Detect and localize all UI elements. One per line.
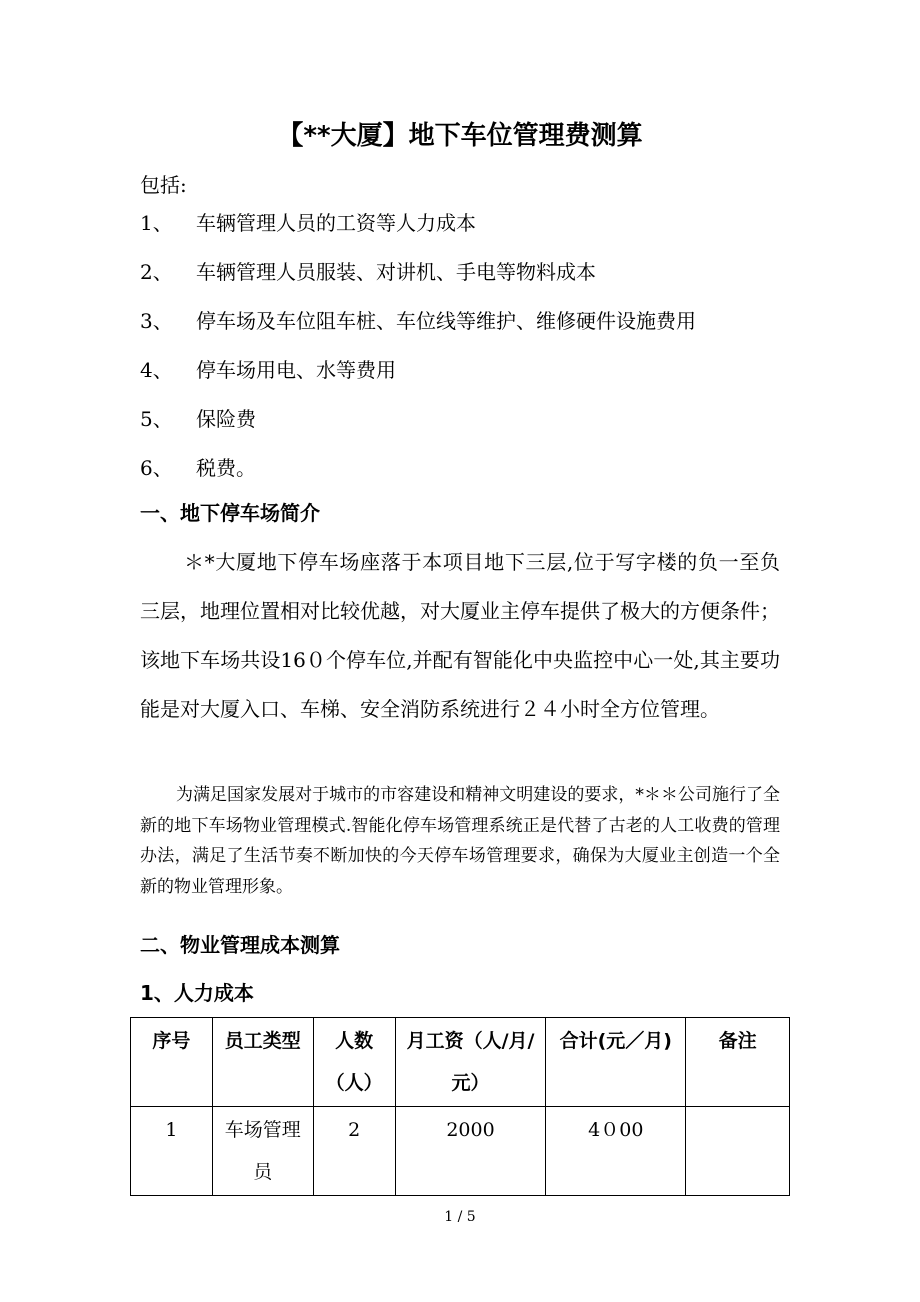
management-mode-paragraph: 为满足国家发展对于城市的市容建设和精神文明建设的要求，*＊＊公司施行了全新的地下车场物业管理模式.智能化停车场管理系统正是代替了古老的人工收费的管理办法，满足了生活节奏不断加快的今天停车场管理要求，确保为大厦业主创造一个全新的物业管理形象。 [140, 785, 780, 897]
list-item-number: 5、 [140, 407, 173, 431]
sub-heading-labor-cost: 1、人力成本 [140, 981, 254, 1005]
list-item-text: 停车场及车位阻车桩、车位线等维护、维修硬件设施费用 [196, 309, 696, 333]
list-item-number: 2、 [140, 260, 173, 284]
parking-intro-paragraph: ＊*大厦地下停车场座落于本项目地下三层,位于写字楼的负一至负三层，地理位置相对比较优越，对大厦业主停车提供了极大的方便条件；该地下车场共设16０个停车位,并配有智能化中央监控中心一处,其主要功能是对大厦入口、车梯、安全消防系统进行２４小时全方位管理。 [140, 550, 780, 721]
list-item [140, 404, 696, 453]
table-cell: 4０00 [546, 1107, 686, 1196]
table-cell: 车场管理员 [212, 1107, 313, 1196]
section-heading-parking-intro: 一、地下停车场简介 [140, 501, 320, 525]
table-cell: 1 [131, 1107, 213, 1196]
list-item-number: 6、 [140, 456, 173, 480]
list-item-text: 停车场用电、水等费用 [196, 358, 396, 382]
included-items-list [140, 208, 696, 502]
section-heading-cost-estimate: 二、物业管理成本测算 [140, 933, 340, 957]
table-header-row [131, 1018, 790, 1107]
table-cell [686, 1107, 790, 1196]
list-item [140, 453, 696, 502]
table-cell: 2000 [395, 1107, 546, 1196]
table-cell: 2 [313, 1107, 395, 1196]
list-item-text: 车辆管理人员服装、对讲机、手电等物料成本 [196, 260, 596, 284]
column-header: 人数（人） [313, 1018, 395, 1107]
list-item-number: 4、 [140, 358, 173, 382]
list-item [140, 257, 696, 306]
list-item-text: 车辆管理人员的工资等人力成本 [196, 211, 476, 235]
list-item [140, 355, 696, 404]
list-item-text: 税费。 [196, 456, 256, 480]
column-header: 合计(元／月) [546, 1018, 686, 1107]
column-header: 月工资（人/月/元） [395, 1018, 546, 1107]
intro-text: 包括: [140, 173, 187, 197]
list-item [140, 306, 696, 355]
column-header: 员工类型 [212, 1018, 313, 1107]
column-header: 备注 [686, 1018, 790, 1107]
list-item [140, 208, 696, 257]
labor-cost-table [130, 1017, 790, 1196]
page-title: 【**大厦】地下车位管理费测算 [277, 121, 643, 151]
list-item-number: 1、 [140, 211, 173, 235]
list-item-number: 3、 [140, 309, 173, 333]
table-row [131, 1107, 790, 1196]
column-header: 序号 [131, 1018, 213, 1107]
page-number: 1 / 5 [444, 1209, 476, 1225]
list-item-text: 保险费 [196, 407, 256, 431]
